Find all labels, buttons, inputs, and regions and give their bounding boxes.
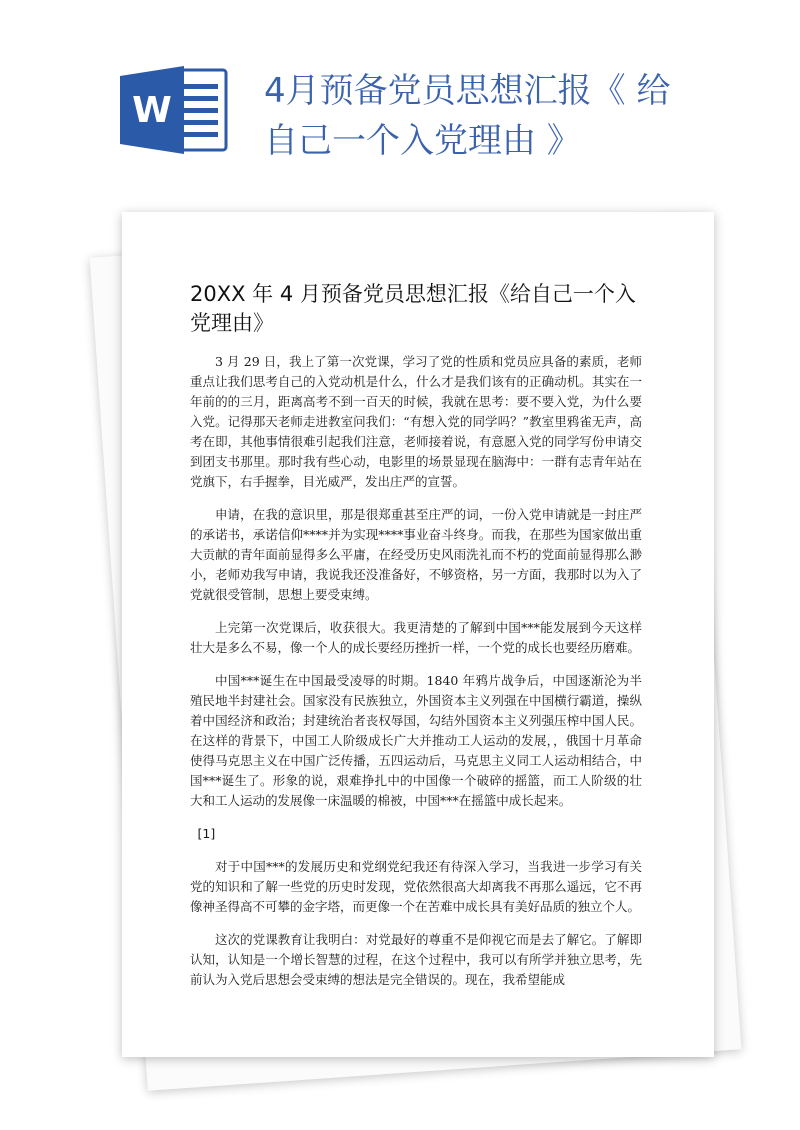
paragraph: 3 月 29 日，我上了第一次党课，学习了党的性质和党员应具备的素质，老师重点让我们思考自己的入党动机是什么，什么才是我们该有的正确动机。其实在一年前的的三月，距离高考不到一百天的时候，我就在思考：要不要入党，为什么要入党。记得那天老师走进教室问我们：“有想入党的同学吗？”教室里鸦雀无声，高考在即，其他事情很难引起我们注意，老师接着说，有意愿入党的同学写份申请交到团支书那里。那时我有些心动，电影里的场景显现在脑海中：一群有志青年站在党旗下，右手握拳，目光威严，发出庄严的宣誓。 xyxy=(190,354,642,489)
paragraph: 中国***诞生在中国最受凌辱的时期。1840 年鸦片战争后，中国逐渐沦为半殖民地半封建社会。国家没有民族独立，外国资本主义列强在中国横行霸道，操纵着中国经济和政治；封建统治者丧权辱国，勾结外国资本主义列强压榨中国人民。在这样的背景下，中国工人阶级成长广大并推动工人运动的发展，，俄国十月革命使得马克思主义在中国广泛传播，五四运动后，马克思主义同工人运动相结合，中国***诞生了。形象的说，艰难挣扎中的中国像一个破碎的摇篮，而工人阶级的壮大和工人运动的发展像一床温暖的棉被，中国***在摇篮中成长起来。 xyxy=(190,673,642,808)
word-document-icon xyxy=(112,60,242,160)
document-body xyxy=(190,352,642,1003)
paragraph: 对于中国***的发展历史和党纲党纪我还有待深入学习，当我进一步学习有关党的知识和了解一些党的历史时发现，党依然很高大却离我不再那么遥远，它不再像神圣得高不可攀的金字塔，而更像一个在苦难中成长具有美好品质的独立个人。 xyxy=(190,859,642,914)
reference-marker: [1] xyxy=(197,826,216,841)
paragraph: 申请，在我的意识里，那是很郑重甚至庄严的词，一份入党申请就是一封庄严的承诺书，承诺信仰****并为实现****事业奋斗终身。而我，在那些为国家做出重大贡献的青年面前显得多么平庸，在经受历史风雨洗礼而不朽的党面前显得那么渺小，老师劝我写申请，我说我还没准备好，不够资格，另一方面，我那时以为入了党就很受管制，思想上要受束缚。 xyxy=(190,507,642,602)
document-title: 20XX 年 4 月预备党员思想汇报《给自己一个入党理由》 xyxy=(190,282,636,335)
page-title: 4月预备党员思想汇报《 给自己一个入党理由 》 xyxy=(264,71,671,161)
paragraph: 上完第一次党课后，收获很大。我更清楚的了解到中国***能发展到今天这样壮大是多么不易，像一个人的成长要经历挫折一样，一个党的成长也要经历磨难。 xyxy=(190,620,642,655)
word-icon-letter: W xyxy=(132,90,172,131)
paragraph: 这次的党课教育让我明白：对党最好的尊重不是仰视它而是去了解它。了解即认知，认知是一个增长智慧的过程，在这个过程中，我可以有所学并独立思考，先前认为入党后思想会受束缚的想法是完全错误的。现在，我希望能成 xyxy=(190,932,642,987)
document-page xyxy=(122,212,714,1057)
